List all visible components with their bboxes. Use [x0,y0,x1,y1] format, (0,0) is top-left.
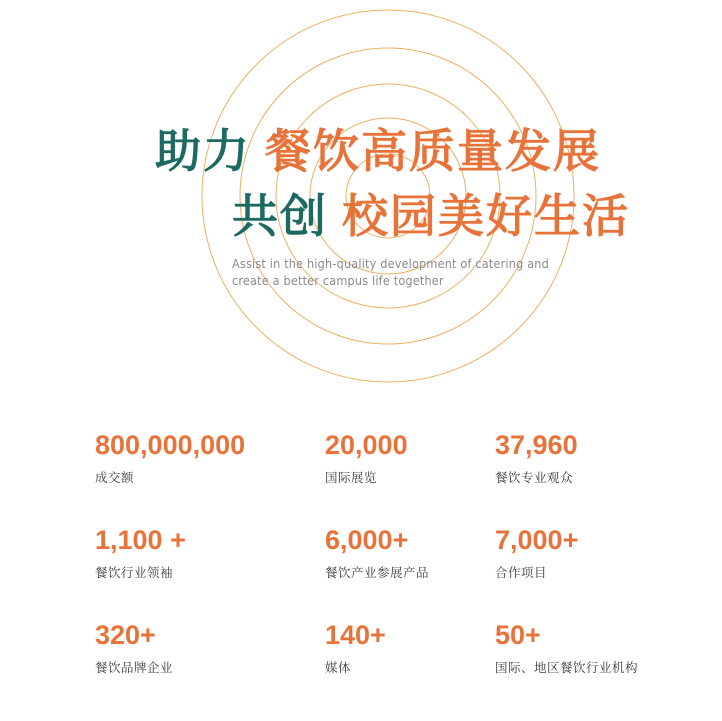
stat-value: 1,100 + [95,525,186,555]
stat-label: 餐饮专业观众 [495,471,574,485]
stat-value: 37,960 [495,430,578,460]
stat-item [325,525,495,620]
headline-line-1-highlight: 助力 [155,125,251,177]
stat-item [495,525,675,620]
headline-line-2-highlight: 共创 [232,190,328,242]
hero-subline: Assist in the high-quality development of catering and create a better campus life together [232,256,549,288]
stat-label: 餐饮产业参展产品 [325,566,430,580]
headline-line-2-rest: 校园美好生活 [342,190,630,242]
stat-label: 餐饮行业领袖 [95,566,174,580]
stat-value: 320+ [95,620,156,650]
headline-line-1 [155,125,601,177]
stat-item [325,620,495,715]
stat-label: 餐饮品牌企业 [95,661,174,675]
stat-value: 6,000+ [325,525,409,555]
stat-item [325,430,495,525]
stat-label: 合作项目 [495,566,548,580]
stat-value: 140+ [325,620,386,650]
stat-label: 国际、地区餐饮行业机构 [495,661,639,675]
stat-item [95,525,325,620]
stat-label: 媒体 [325,661,352,675]
stat-value: 50+ [495,620,541,650]
stat-label: 成交额 [95,471,135,485]
stat-label: 国际展览 [325,471,378,485]
stats-grid [95,430,675,715]
stat-value: 20,000 [325,430,408,460]
stats-section [0,430,722,721]
stat-value: 7,000+ [495,525,579,555]
stat-item [95,620,325,715]
stat-item [495,620,675,715]
headline-line-1-rest: 餐饮高质量发展 [265,125,601,177]
stat-value: 800,000,000 [95,430,246,460]
stat-item [495,430,675,525]
stat-item [95,430,325,525]
headline-line-2 [232,190,630,242]
